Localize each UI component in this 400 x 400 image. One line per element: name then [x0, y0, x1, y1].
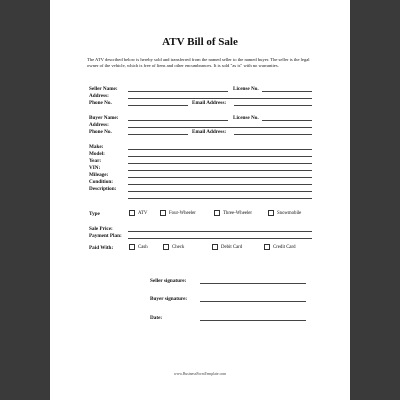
type-option-snowmobile: Snowmobile: [277, 211, 302, 216]
paid-checkbox-check[interactable]: [163, 244, 169, 250]
seller-license-line[interactable]: [262, 91, 312, 92]
paid-option-check: Check: [172, 245, 185, 250]
paid-checkbox-cash[interactable]: [129, 244, 135, 250]
sale-price-label: Sale Price:: [89, 226, 113, 232]
type-checkbox-three-wheeler[interactable]: [214, 210, 220, 216]
footer-url: www.BusinessFormTemplate.com: [173, 372, 227, 376]
vin-line[interactable]: [128, 170, 312, 171]
seller-license-label: License No.: [233, 86, 259, 92]
paid-option-debit-card: Debit Card: [221, 245, 243, 250]
type-checkbox-snowmobile[interactable]: [268, 210, 274, 216]
paid-with-label: Paid With:: [89, 245, 114, 251]
seller-signature-label: Seller signature:: [150, 278, 187, 284]
buyer-phone-label: Phone No.: [89, 129, 112, 135]
model-line[interactable]: [128, 156, 312, 157]
type-checkbox-atv[interactable]: [129, 210, 135, 216]
paid-checkbox-credit-card[interactable]: [264, 244, 270, 250]
seller-email-line[interactable]: [234, 105, 312, 106]
buyer-signature-label: Buyer signature:: [150, 296, 188, 302]
paid-option-cash: Cash: [138, 245, 148, 250]
seller-signature-line[interactable]: [200, 283, 306, 284]
seller-name-label: Seller Name:: [89, 86, 118, 92]
description-line-1[interactable]: [128, 191, 312, 192]
mileage-label: Mileage:: [89, 172, 109, 178]
buyer-signature-line[interactable]: [200, 301, 306, 302]
mileage-line[interactable]: [128, 177, 312, 178]
document-title: ATV Bill of Sale: [162, 36, 238, 48]
sale-price-line[interactable]: [128, 231, 312, 232]
buyer-phone-line[interactable]: [128, 134, 188, 135]
make-line[interactable]: [128, 149, 312, 150]
type-option-atv: ATV: [138, 211, 148, 216]
date-line[interactable]: [200, 320, 306, 321]
payment-plan-line[interactable]: [128, 238, 312, 239]
document-page: [50, 0, 350, 400]
year-line[interactable]: [128, 163, 312, 164]
buyer-license-line[interactable]: [262, 120, 312, 121]
seller-phone-line[interactable]: [128, 105, 188, 106]
type-label: Type: [89, 211, 100, 217]
payment-plan-label: Payment Plan:: [89, 233, 122, 239]
buyer-email-label: Email Address:: [192, 129, 227, 135]
type-option-three-wheeler: Three-Wheeler: [223, 211, 253, 216]
buyer-address-line[interactable]: [128, 127, 312, 128]
buyer-name-label: Buyer Name:: [89, 115, 119, 121]
paid-checkbox-debit-card[interactable]: [212, 244, 218, 250]
buyer-email-line[interactable]: [234, 134, 312, 135]
year-label: Year:: [89, 158, 102, 164]
model-label: Model:: [89, 151, 105, 157]
vin-label: VIN:: [89, 165, 101, 171]
description-line-2[interactable]: [128, 198, 312, 199]
intro-paragraph: The ATV described below is hereby sold and transferred from the named seller to the named buyer. The seller is the legal owner of the vehicle, which is free of liens and other encumbrances. It is sold "as is" with no warranties.: [87, 57, 310, 69]
seller-phone-label: Phone No.: [89, 100, 112, 106]
seller-address-label: Address:: [89, 93, 109, 99]
type-option-four-wheeler: Four-Wheeler: [169, 211, 196, 216]
paid-option-credit-card: Credit Card: [273, 245, 296, 250]
buyer-name-line[interactable]: [128, 120, 228, 121]
buyer-address-label: Address:: [89, 122, 109, 128]
condition-label: Condition:: [89, 179, 113, 185]
buyer-license-label: License No.: [233, 115, 259, 121]
make-label: Make:: [89, 144, 104, 150]
seller-name-line[interactable]: [128, 91, 228, 92]
description-label: Description:: [89, 186, 117, 192]
date-label: Date:: [150, 315, 163, 321]
seller-address-line[interactable]: [128, 98, 312, 99]
condition-line[interactable]: [128, 184, 312, 185]
seller-email-label: Email Address:: [192, 100, 227, 106]
type-checkbox-four-wheeler[interactable]: [160, 210, 166, 216]
